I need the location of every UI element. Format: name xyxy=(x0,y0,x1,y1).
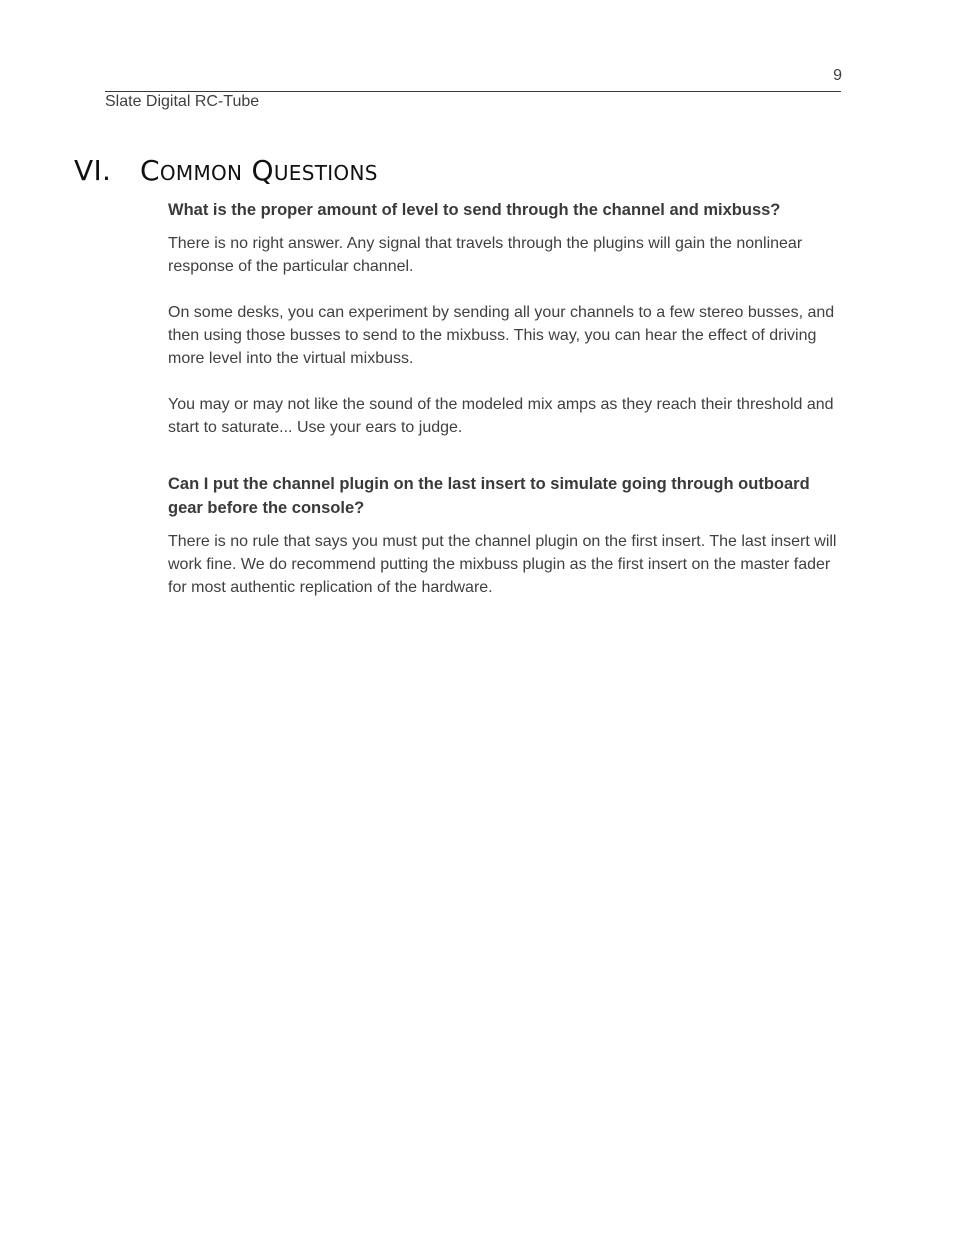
faq-item xyxy=(168,198,844,439)
faq-answer-paragraph: There is no right answer. Any signal that travels through the plugins will gain the nonlinear response of the particular channel. xyxy=(168,235,803,275)
faq-answer-paragraph: On some desks, you can experiment by sending all your channels to a few stereo busses, and then using those busses to send to the mixbuss. This way, you can hear the effect of driving more level into the virtual mixbuss. xyxy=(168,304,835,367)
faq-item xyxy=(168,472,844,599)
paragraph-spacer xyxy=(168,278,844,301)
faq-content xyxy=(168,198,844,599)
page-number: 9 xyxy=(833,67,842,84)
running-header: Slate Digital RC-Tube xyxy=(105,93,260,110)
faq-question: Can I put the channel plugin on the last insert to simulate going through outboard gear before the console? xyxy=(168,475,810,517)
paragraph-spacer xyxy=(168,370,844,393)
faq-answer-paragraph: There is no rule that says you must put the channel plugin on the first insert. The last insert will work fine. We do recommend putting the mixbuss plugin as the first insert on the master fader for most authentic replication of the hardware. xyxy=(168,533,837,596)
faq-answer-paragraph: You may or may not like the sound of the modeled mix amps as they reach their threshold and start to saturate... Use your ears to judge. xyxy=(168,396,834,436)
header-divider xyxy=(105,91,841,92)
section-number: VI. xyxy=(74,154,112,187)
faq-question: What is the proper amount of level to send through the channel and mixbuss? xyxy=(168,201,781,219)
section-heading xyxy=(74,154,378,187)
section-title: Common Questions xyxy=(140,154,378,187)
